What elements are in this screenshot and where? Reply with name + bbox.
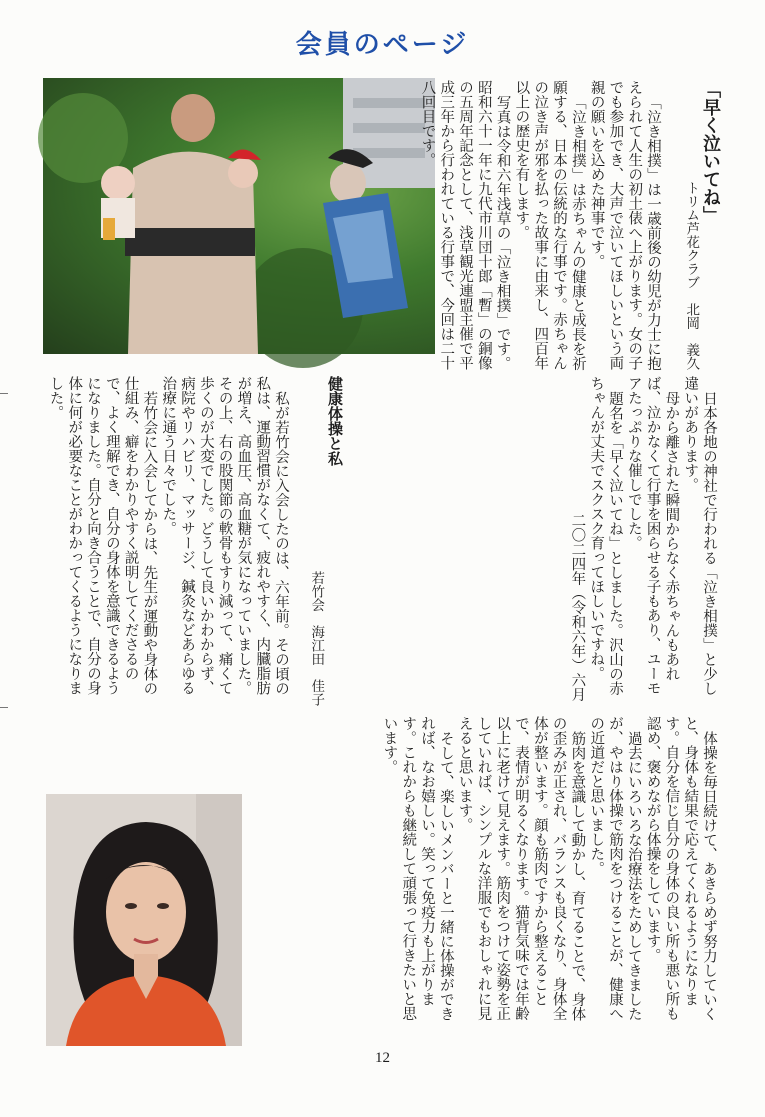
article2-paragraph: 若竹会に入会してからは、先生が運動や身体の仕組み、癖をわかりやすく説明してくださるので、よく理解でき、自分の身体を意識できるようになりました。自分と向き合うことで、自分の身体に何が必要なことがわかってくるようになりました。 <box>47 376 158 695</box>
article1-paragraph: 「泣き相撲」は赤ちゃんの健康と成長を祈願する、日本の伝統的な行事です。赤ちゃんの泣き声が邪を払った故事に由来し、四百年以上の歴史を有します。 <box>513 80 586 370</box>
edge-mark <box>0 393 8 394</box>
article2-body-upper <box>46 376 290 706</box>
article2-author: 若竹会 海江田 佳子 <box>308 571 325 706</box>
article1-paragraph: 日本各地の神社で行われる「泣き相撲」と少し違いがあります。 <box>682 376 717 695</box>
page-number: 12 <box>375 1050 390 1066</box>
article1-dateline: 二〇二四年（令和六年）六月 <box>569 512 586 701</box>
article1-paragraph: 母から離された瞬間からなく赤ちゃんもあれば、泣かなくて行事を困らせる子もあり、ユーモアたっぷりな催しでした。 <box>625 376 680 695</box>
article2-paragraph: 筋肉を意識して動かし、育てることで、身体の歪みが正され、バランスも良くなり、身体全体が整います。顔も筋肉ですから整えることで、表情が明るくなります。猫背気味では年齢以上に老けて見えます。筋肉をつけて姿勢を正していれば、シンプルな洋服でもおしゃれに見えると思います。 <box>456 716 586 1021</box>
page-title: 会員のページ <box>295 30 470 60</box>
article1-title: 「早く泣いてね」 <box>700 80 721 224</box>
naki-sumo-photo <box>43 78 435 354</box>
article1-header <box>667 80 719 370</box>
article2-header <box>294 376 344 706</box>
portrait-illustration <box>46 794 242 1046</box>
edge-mark <box>0 707 8 708</box>
article1-author: トリム芦花クラブ 北岡 義久 <box>683 181 700 370</box>
article1-body-lower <box>500 376 718 701</box>
article2-paragraph: 私が若竹会に入会したのは、六年前。その頃の私は、運動習慣がなくて、疲れやすく、内臓脂肪が増え、高血圧、高血糖が気になっていました。その上、右の股関節の軟骨もすり減って、痛くて歩くのが大変でした。どうして良いかわからず、病院やリハビリ、マッサージ、鍼灸などあらゆる治療に通う日々でした。 <box>160 376 289 695</box>
article2-paragraph: 過去にいろいろな治療法をためしてきましたが、やはり体操で筋肉をつけることが、健康への近道だと思いました。 <box>588 716 642 1021</box>
article2-paragraph: そして、楽しいメンバーと一緒に体操ができれば、なお嬉しい。笑って免疫力も上がります。これからも継続して頑張って行きたいと思います。 <box>381 716 454 1021</box>
naki-sumo-illustration <box>43 78 435 354</box>
article1-paragraph: 写真は令和六年浅草の「泣き相撲」です。昭和六十一年に九代市川団十郎「暫」の銅像の五周年記念として、浅草観光連盟主催で平成三年から行われている行事で、今回は二十八回目です。 <box>419 80 511 370</box>
article1-paragraph: 題名を「早く泣いてね」としました。沢山の赤ちゃんが丈夫でスクスク育ってほしいですね。 <box>588 376 624 695</box>
article2-title: 健康体操と私 <box>326 376 344 466</box>
article2-paragraph: 体操を毎日続けて、あきらめず努力していくと、身体も結果で応えてくれるようになります。自分を信じ自分の身体の良い所も悪い所も認め、褒めながら体操をしています。 <box>644 716 717 1021</box>
article2-body-lower <box>381 716 718 1026</box>
author-portrait-photo <box>46 794 242 1046</box>
article1-paragraph: 「泣き相撲」は一歳前後の幼児が力士に抱えられて人生の初土俵へ上がります。女の子でも参加でき、大声で泣いてほしいという両親の願いを込めた神事です。 <box>588 80 661 370</box>
article1-body-upper <box>419 80 662 370</box>
